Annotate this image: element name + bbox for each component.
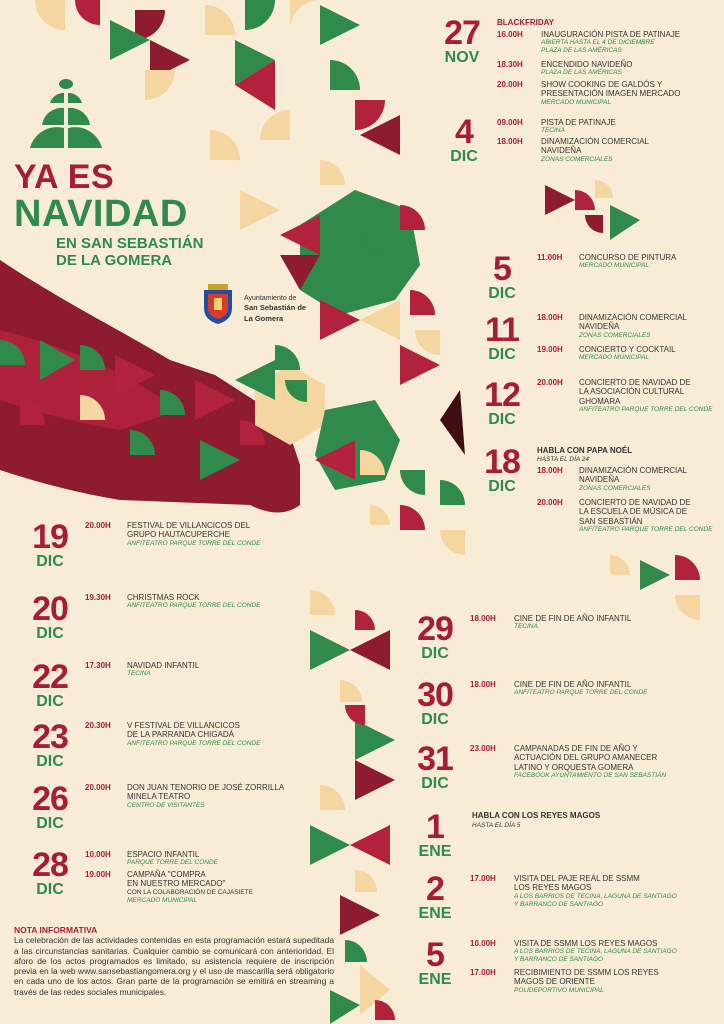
tri-right-2 bbox=[610, 205, 640, 240]
date-11-dic bbox=[478, 313, 526, 363]
event-title: GRUPO HAUTACUPERCHE bbox=[127, 530, 230, 540]
note-text: La celebración de las actividades contenidas en esta programación estará supeditada a las circunstancias sanitarias. Cualquier cambio se comunicará con anterioridad. El aforo de los actos programados es limitado, su asistencia requiere de inscripción previa en la web www.sansebastiangomera.org y el uso de mascarilla será obligatorio en cada uno de los actos. Gran parte de la programación se emitirá en streaming a través de las redes sociales municipales. bbox=[14, 935, 334, 997]
leaf-right-2 bbox=[595, 180, 613, 198]
event-sponsor: CON LA COLABORACIÓN DE CAJASIETE bbox=[127, 888, 254, 896]
event-title: SAN SEBASTIÁN bbox=[579, 516, 643, 526]
council-crest-icon bbox=[202, 284, 234, 324]
event-title: NAVIDEÑA bbox=[541, 146, 582, 156]
event-title: MINELA TEATRO bbox=[127, 792, 191, 802]
event-title: CAMPAÑA "COMPRA bbox=[127, 870, 206, 879]
event-time: 18.00H bbox=[470, 614, 496, 623]
month-label: DIC bbox=[488, 346, 516, 363]
event-title: CINE DE FIN DE AÑO INFANTIL bbox=[514, 680, 632, 689]
event-title: RECIBIMIENTO DE SSMM LOS REYES bbox=[514, 968, 659, 977]
event-title: VISITA DEL PAJE REAL DE SSMM bbox=[514, 874, 640, 883]
event-time: 23.00H bbox=[470, 744, 496, 753]
date-19-dic bbox=[26, 520, 74, 570]
event-location: MERCADO MUNICIPAL bbox=[127, 896, 197, 904]
leaf-mid-7 bbox=[410, 290, 435, 315]
event-time: 18.00H bbox=[470, 680, 496, 689]
event-time: 18.00H bbox=[537, 466, 563, 475]
tri-col-6 bbox=[350, 825, 390, 865]
month-label: DIC bbox=[488, 478, 516, 495]
month-label: ENE bbox=[418, 971, 452, 988]
leaf-mid-14 bbox=[440, 480, 465, 505]
day-number: 18 bbox=[484, 443, 520, 481]
note-heading: NOTA INFORMATIVA bbox=[14, 925, 98, 935]
event-location: ZONAS COMERCIALES bbox=[579, 331, 651, 339]
event-location: ANFITEATRO PARQUE TORRE DEL CONDE bbox=[579, 526, 713, 534]
tri-right-3 bbox=[640, 560, 670, 590]
leaf-col-8 bbox=[375, 1000, 395, 1020]
event-title: DINAMIZACIÓN COMERCIAL bbox=[541, 137, 650, 146]
leaf-mid-16 bbox=[440, 530, 465, 555]
date-22-dic bbox=[26, 660, 74, 710]
leaf-top-9 bbox=[330, 60, 360, 90]
green-hexagon-2 bbox=[315, 400, 400, 490]
event-location: FACEBOOK AYUNTAMIENTO DE SAN SEBASTIÁN bbox=[514, 772, 667, 780]
event-title: ACTUACIÓN DEL GRUPO AMANECER bbox=[514, 753, 658, 763]
event-title: LA ESCUELA DE MÚSICA DE bbox=[579, 507, 688, 517]
event-time: 17.30H bbox=[85, 661, 111, 670]
event-title: CONCURSO DE PINTURA bbox=[579, 253, 677, 262]
tri-col-5 bbox=[310, 825, 350, 865]
tri-right-1 bbox=[545, 185, 575, 215]
event-location: A LOS BARRIOS DE TECINA, LAGUNA DE SANTIAGO bbox=[514, 948, 677, 956]
leaf-right-5 bbox=[675, 555, 700, 580]
day-number: 28 bbox=[32, 846, 68, 884]
month-label: DIC bbox=[36, 625, 64, 642]
leaf-top-12 bbox=[210, 130, 240, 160]
tri-col-9 bbox=[330, 990, 360, 1024]
event-time: 20.00H bbox=[537, 378, 563, 387]
leaf-right-3 bbox=[585, 215, 603, 233]
event-location: TECINA bbox=[541, 127, 565, 135]
tri-top-7 bbox=[240, 190, 280, 230]
event-time: 16.00H bbox=[497, 30, 523, 39]
date-1-ene bbox=[412, 810, 458, 860]
leaf-top-11 bbox=[260, 110, 290, 140]
day-number: 4 bbox=[455, 113, 473, 151]
event-time: 10.00H bbox=[85, 850, 111, 859]
day-number: 2 bbox=[426, 870, 444, 908]
tri-col-3 bbox=[355, 720, 395, 760]
day-number: 12 bbox=[484, 376, 520, 414]
event-location: POLIDEPORTIVO MUNICIPAL bbox=[514, 986, 604, 994]
month-label: DIC bbox=[421, 775, 449, 792]
tree-logo bbox=[30, 79, 102, 148]
event-time: 20.00H bbox=[537, 498, 563, 507]
month-label: DIC bbox=[36, 553, 64, 570]
title-line-1: YA ES bbox=[14, 158, 115, 196]
leaf-right-6 bbox=[675, 595, 700, 620]
month-label: DIC bbox=[421, 645, 449, 662]
month-label: DIC bbox=[36, 881, 64, 898]
event-time: 20.00H bbox=[85, 783, 111, 792]
tri-top-5 bbox=[320, 5, 360, 45]
event-title: LA ASOCIACIÓN CULTURAL bbox=[579, 387, 685, 397]
leaf-top-8 bbox=[290, 0, 320, 30]
date-30-dic bbox=[410, 678, 460, 728]
event-title: ENCENDIDO NAVIDEÑO bbox=[541, 60, 633, 69]
council-line-1: Ayuntamiento de bbox=[244, 295, 297, 302]
month-label: ENE bbox=[418, 843, 452, 860]
event-location: ABIERTA HASTA EL 4 DE DICIEMBRE bbox=[541, 39, 655, 47]
event-title: DINAMIZACIÓN COMERCIAL bbox=[579, 466, 688, 475]
event-title: V FESTIVAL DE VILLANCICOS bbox=[127, 721, 240, 730]
leaf-top-4 bbox=[145, 70, 175, 100]
leaf-top-2 bbox=[75, 0, 100, 25]
event-location: PLAZA DE LAS AMÉRICAS bbox=[541, 47, 622, 55]
event-location: ZONAS COMERCIALES bbox=[541, 155, 613, 163]
day-number: 26 bbox=[32, 780, 68, 818]
event-title: CONCIERTO DE NAVIDAD DE bbox=[579, 378, 691, 387]
event-subheader: HASTA EL DÍA 24 bbox=[537, 456, 590, 463]
event-title: CONCIERTO Y COCKTAIL bbox=[579, 345, 676, 354]
leaf-mid-8 bbox=[415, 330, 440, 355]
tri-mid-8 bbox=[440, 390, 465, 455]
event-title: PRESENTACIÓN IMAGEN MERCADO bbox=[541, 89, 681, 99]
month-label: DIC bbox=[488, 411, 516, 428]
event-time: 20.00H bbox=[85, 521, 111, 530]
event-title: CAMPANADAS DE FIN DE AÑO Y bbox=[514, 744, 638, 753]
leaf-right-4 bbox=[610, 555, 630, 575]
event-time: 11.00H bbox=[537, 253, 563, 262]
subtitle-line-1: EN SAN SEBASTIÁN bbox=[56, 235, 204, 252]
event-header: HABLA CON LOS REYES MAGOS bbox=[472, 811, 601, 820]
event-title: CINE DE FIN DE AÑO INFANTIL bbox=[514, 614, 632, 623]
event-location: A LOS BARRIOS DE TECINA, LAGUNA DE SANTIAGO bbox=[514, 892, 677, 900]
event-title: PISTA DE PATINAJE bbox=[541, 118, 616, 127]
event-location: CENTRO DE VISITANTES bbox=[127, 801, 205, 809]
day-number: 20 bbox=[32, 590, 68, 628]
leaf-mid-5 bbox=[275, 345, 300, 370]
event-location: MERCADO MUNICIPAL bbox=[541, 98, 611, 106]
date-23-dic bbox=[26, 720, 74, 770]
day-number: 11 bbox=[485, 311, 519, 349]
event-time: 18.00H bbox=[497, 137, 523, 146]
leaf-top-6 bbox=[205, 5, 235, 35]
event-time: 20.30H bbox=[85, 721, 111, 730]
event-title: EN NUESTRO MERCADO" bbox=[127, 879, 226, 889]
day-number: 27 bbox=[444, 14, 480, 52]
month-label: DIC bbox=[36, 753, 64, 770]
event-title: DINAMIZACIÓN COMERCIAL bbox=[579, 313, 688, 322]
event-title: CONCIERTO DE NAVIDAD DE bbox=[579, 498, 691, 507]
date-29-dic bbox=[410, 612, 460, 662]
info-note bbox=[14, 925, 334, 997]
event-location: TECINA bbox=[127, 670, 151, 678]
leaf-mid-13 bbox=[400, 470, 425, 495]
date-26-dic bbox=[26, 782, 74, 832]
leaf-col-1 bbox=[310, 590, 335, 615]
event-title: FESTIVAL DE VILLANCICOS DEL bbox=[127, 521, 251, 530]
month-label: DIC bbox=[421, 711, 449, 728]
leaf-top-7 bbox=[245, 0, 275, 30]
leaf-col-7 bbox=[345, 940, 367, 962]
event-time: 20.00H bbox=[497, 80, 523, 89]
tri-col-1 bbox=[310, 630, 350, 670]
month-label: ENE bbox=[418, 905, 452, 922]
month-label: DIC bbox=[450, 148, 478, 165]
event-location: PARQUE TORRE DEL CONDE bbox=[127, 859, 219, 867]
event-location: MERCADO MUNICIPAL bbox=[579, 262, 649, 270]
leaf-col-2 bbox=[355, 610, 375, 630]
event-title: NAVIDEÑA bbox=[579, 322, 620, 332]
event-time: 19.00H bbox=[537, 345, 563, 354]
event-header: HABLA CON PAPA NOÉL bbox=[537, 446, 633, 455]
event-title: SHOW COOKING DE GALDÓS Y bbox=[541, 80, 663, 89]
event-title: MAGOS DE ORIENTE bbox=[514, 977, 595, 987]
day-number: 22 bbox=[32, 658, 68, 696]
event-location: ANFITEATRO PARQUE TORRE DEL CONDE bbox=[127, 602, 261, 610]
leaf-col-5 bbox=[320, 785, 345, 810]
event-location: TECINA bbox=[514, 623, 538, 631]
event-location: ANFITEATRO PARQUE TORRE DEL CONDE bbox=[127, 539, 261, 547]
event-time: 19.00H bbox=[85, 870, 111, 879]
date-28-dic bbox=[26, 848, 74, 898]
event-title: DON JUAN TENORIO DE JOSÉ ZORRILLA bbox=[127, 783, 285, 792]
leaf-col-4 bbox=[345, 705, 365, 725]
council-line-2: San Sebastián de bbox=[244, 303, 307, 313]
event-title: NAVIDEÑA bbox=[579, 475, 620, 485]
event-title: VISITA DE SSMM LOS REYES MAGOS bbox=[514, 939, 658, 948]
event-title: INAUGURACIÓN PISTA DE PATINAJE bbox=[541, 30, 681, 39]
day-number: 5 bbox=[493, 250, 511, 288]
date-2-ene bbox=[412, 872, 458, 922]
tri-col-7 bbox=[340, 895, 380, 935]
day-number: 19 bbox=[32, 518, 68, 556]
date-4-dic bbox=[440, 115, 488, 165]
day-number: 1 bbox=[426, 808, 444, 846]
event-title: NAVIDAD INFANTIL bbox=[127, 661, 200, 670]
event-header: BLACKFRIDAY bbox=[497, 18, 555, 27]
day-number: 31 bbox=[417, 740, 453, 778]
leaf-top-14 bbox=[400, 205, 425, 230]
month-label: DIC bbox=[36, 693, 64, 710]
event-location: ANFITEATRO PARQUE TORRE DEL CONDE bbox=[127, 739, 261, 747]
date-5-ene bbox=[412, 938, 458, 988]
leaf-top-13 bbox=[320, 160, 345, 185]
council-name bbox=[244, 295, 306, 324]
event-location: ANFITEATRO PARQUE TORRE DEL CONDE bbox=[579, 406, 713, 414]
leaf-col-6 bbox=[355, 870, 377, 892]
event-title: ESPACIO INFANTIL bbox=[127, 850, 200, 859]
title-line-2: NAVIDAD bbox=[14, 193, 188, 235]
date-5-dic bbox=[480, 252, 524, 302]
event-time: 17.00H bbox=[470, 968, 496, 977]
event-time: 18.30H bbox=[497, 60, 523, 69]
event-time: 18.00H bbox=[537, 313, 563, 322]
leaf-col-3 bbox=[340, 680, 362, 702]
day-number: 23 bbox=[32, 718, 68, 756]
event-location: Y BARRANCO DE SANTIAGO bbox=[514, 956, 604, 964]
tri-col-2 bbox=[350, 630, 390, 670]
event-time: 09.00H bbox=[497, 118, 523, 127]
month-label: NOV bbox=[444, 49, 480, 66]
subtitle-line-2: DE LA GOMERA bbox=[56, 252, 173, 269]
leaf-top-1 bbox=[35, 0, 65, 30]
date-27-nov bbox=[436, 16, 488, 66]
leaf-mid-17 bbox=[370, 505, 390, 525]
date-31-dic bbox=[410, 742, 460, 792]
leaf-mid-15 bbox=[400, 505, 425, 530]
day-number: 29 bbox=[417, 610, 453, 648]
event-location: Y BARRANCO DE SANTIAGO bbox=[514, 900, 604, 908]
date-20-dic bbox=[26, 592, 74, 642]
event-time: 19.30H bbox=[85, 593, 111, 602]
leaf-right-1 bbox=[575, 190, 595, 210]
event-title: DE LA PARRANDA CHIGADÁ bbox=[127, 730, 234, 740]
event-title: LOS REYES MAGOS bbox=[514, 883, 592, 893]
event-title: LATINO Y ORQUESTA GOMERA bbox=[514, 762, 634, 772]
event-time: 17.00H bbox=[470, 874, 496, 883]
event-location: MERCADO MUNICIPAL bbox=[579, 354, 649, 362]
date-12-dic bbox=[478, 378, 526, 428]
event-location: PLAZA DE LAS AMÉRICAS bbox=[541, 69, 622, 77]
month-label: DIC bbox=[36, 815, 64, 832]
council-line-3: La Gomera bbox=[244, 313, 284, 323]
event-title: CHRISTMAS ROCK bbox=[127, 593, 200, 602]
event-subheader: HASTA EL DÍA 5 bbox=[472, 822, 521, 829]
event-title: GHOMARA bbox=[579, 396, 621, 406]
date-18-dic bbox=[478, 445, 526, 495]
event-location: ZONAS COMERCIALES bbox=[579, 484, 651, 492]
month-label: DIC bbox=[488, 285, 516, 302]
tri-col-4 bbox=[355, 760, 395, 800]
day-number: 30 bbox=[417, 676, 453, 714]
day-number: 5 bbox=[426, 936, 444, 974]
event-time: 10.00H bbox=[470, 939, 496, 948]
event-location: ANFITEATRO PARQUE TORRE DEL CONDE bbox=[514, 689, 648, 697]
